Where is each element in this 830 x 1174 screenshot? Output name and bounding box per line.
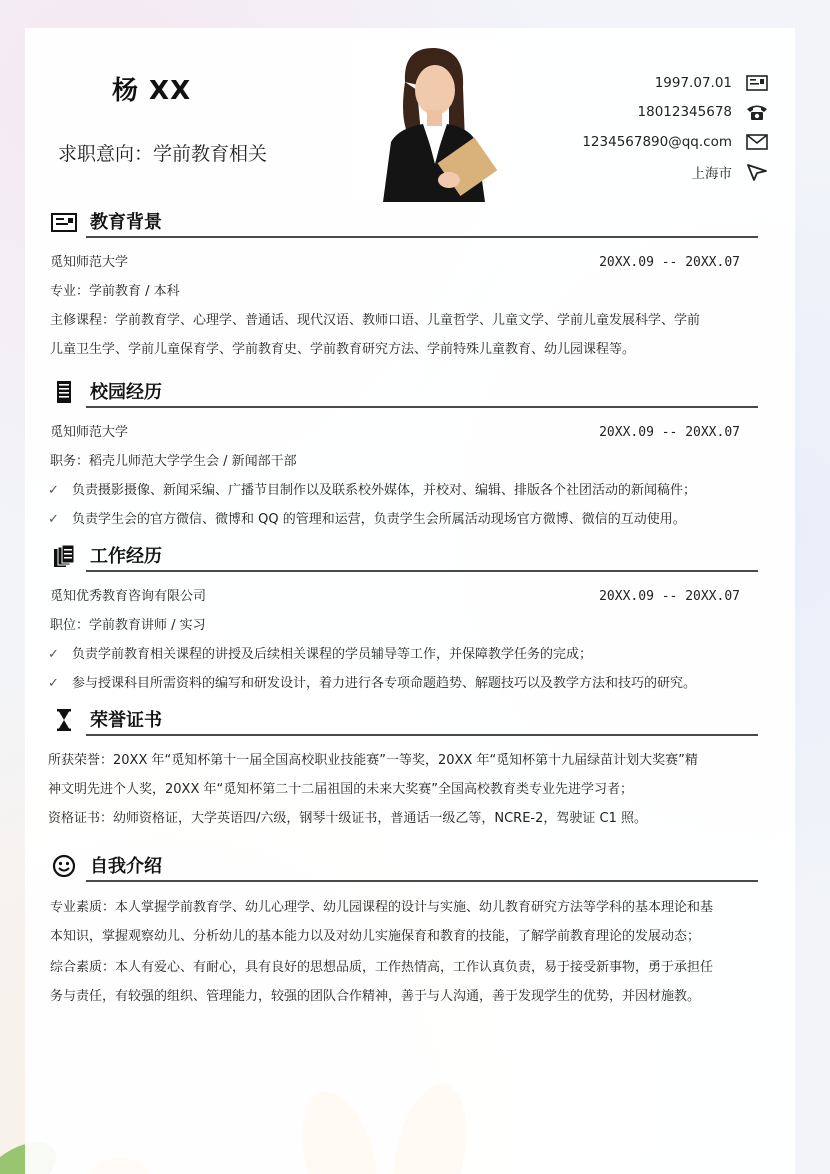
campus-date: 20XX.09 -- 20XX.07 [599,425,740,440]
education-date: 20XX.09 -- 20XX.07 [599,255,740,270]
section-honors-header [50,706,758,736]
email-row [582,133,768,151]
company-name: 觅知优秀教育咨询有限公司 [50,589,207,604]
campus-bullet [48,505,768,534]
envelope-icon [746,133,768,151]
section-title: 自我介绍 [90,856,162,877]
education-courses-line2: 儿童卫生学、学前儿童保育学、学前教育史、学前教育研究方法、学前特殊儿童教育、幼儿园课程等。 [50,342,636,357]
check-icon: ✓ [48,483,59,498]
education-school-row [50,248,740,277]
section-education-header [50,208,758,238]
section-divider [86,406,758,408]
section-divider [86,734,758,736]
phone-number[interactable]: 18012345678 [637,104,732,120]
bullet-text: 参与授课科目所需资料的编写和研发设计，着力进行各专项命题趋势、解题技巧以及教学方法和技巧的研究。 [72,676,697,691]
honors-line1: 所获荣誉：20XX 年“觅知杯第十一届全国高校职业技能赛”一等奖，20XX 年“觅知杯第十九届绿苗计划大奖赛”精 [48,753,698,768]
campus-school-row [50,418,740,447]
education-courses-line1: 主修课程：学前教育学、心理学、普通话、现代汉语、教师口语、儿童哲学、儿童文学、学前儿童发展科学、学前 [50,313,701,328]
check-icon: ✓ [48,676,59,691]
work-role: 职位：学前教育讲师 / 实习 [50,618,206,633]
job-intent: 求职意向：学前教育相关 [58,143,268,165]
profile-photo [353,42,514,202]
check-icon: ✓ [48,512,59,527]
section-title: 教育背景 [90,212,162,233]
about-line4: 务与责任，有较强的组织、管理能力，较强的团队合作精神，善于与人沟通，善于发现学生的优势，并因材施教。 [50,989,701,1004]
about-line1: 专业素质：本人掌握学前教育学、幼儿心理学、幼儿园课程的设计与实施、幼儿教育研究方法等学科的基本理论和基 [50,900,714,915]
check-icon: ✓ [48,647,59,662]
campus-role: 职务：稻壳儿师范大学学生会 / 新闻部干部 [50,454,297,469]
section-divider [86,236,758,238]
section-work-header [50,542,758,572]
work-company-row [50,582,740,611]
section-title: 工作经历 [90,546,162,567]
work-bullet [48,640,768,669]
hourglass-icon [50,708,78,732]
candidate-name: 杨 XX [112,76,192,106]
birthdate-row [655,74,768,92]
id-card-icon [50,210,78,234]
education-major: 专业：学前教育 / 本科 [50,284,180,299]
location-arrow-icon [746,163,768,181]
section-campus-header [50,378,758,408]
about-line2: 本知识，掌握观察幼儿、分析幼儿的基本能力以及对幼儿实施保育和教育的技能，了解学前教育理论的发展动态； [50,929,701,944]
document-icon [50,380,78,404]
id-card-icon [746,74,768,92]
section-title: 校园经历 [90,382,162,403]
honors-certificates: 资格证书：幼师资格证，大学英语四/六级，钢琴十级证书，普通话一级乙等，NCRE-2，驾驶证 C1 照。 [48,811,648,826]
location: 上海市 [691,166,732,182]
location-row [692,162,769,182]
school-name: 觅知师范大学 [50,425,129,440]
section-title: 荣誉证书 [90,710,162,731]
phone-icon [746,103,768,121]
section-about-header [50,852,758,882]
honors-line2: 神文明先进个人奖，20XX 年“觅知杯第二十二届祖国的未来大奖赛”全国高校教育类专业先进学习者； [48,782,633,797]
email-address[interactable]: 1234567890@qq.com [582,134,732,150]
smiley-icon [50,854,78,878]
work-date: 20XX.09 -- 20XX.07 [599,589,740,604]
files-icon [50,544,78,568]
bullet-text: 负责学前教育相关课程的讲授及后续相关课程的学员辅导等工作，并保障教学任务的完成； [72,647,593,662]
work-bullet [48,669,768,698]
section-divider [86,570,758,572]
phone-row [638,103,768,121]
bullet-text: 负责摄影摄像、新闻采编、广播节目制作以及联系校外媒体，并校对、编辑、排版各个社团活动的新闻稿件； [72,483,697,498]
section-divider [86,880,758,882]
campus-bullet [48,476,768,505]
bullet-text: 负责学生会的官方微信、微博和 QQ 的管理和运营，负责学生会所属活动现场官方微博、微信的互动使用。 [72,512,686,527]
birthdate: 1997.07.01 [654,75,732,91]
school-name: 觅知师范大学 [50,255,129,270]
about-line3: 综合素质：本人有爱心、有耐心，具有良好的思想品质，工作热情高，工作认真负责，易于接受新事物，勇于承担任 [50,960,714,975]
